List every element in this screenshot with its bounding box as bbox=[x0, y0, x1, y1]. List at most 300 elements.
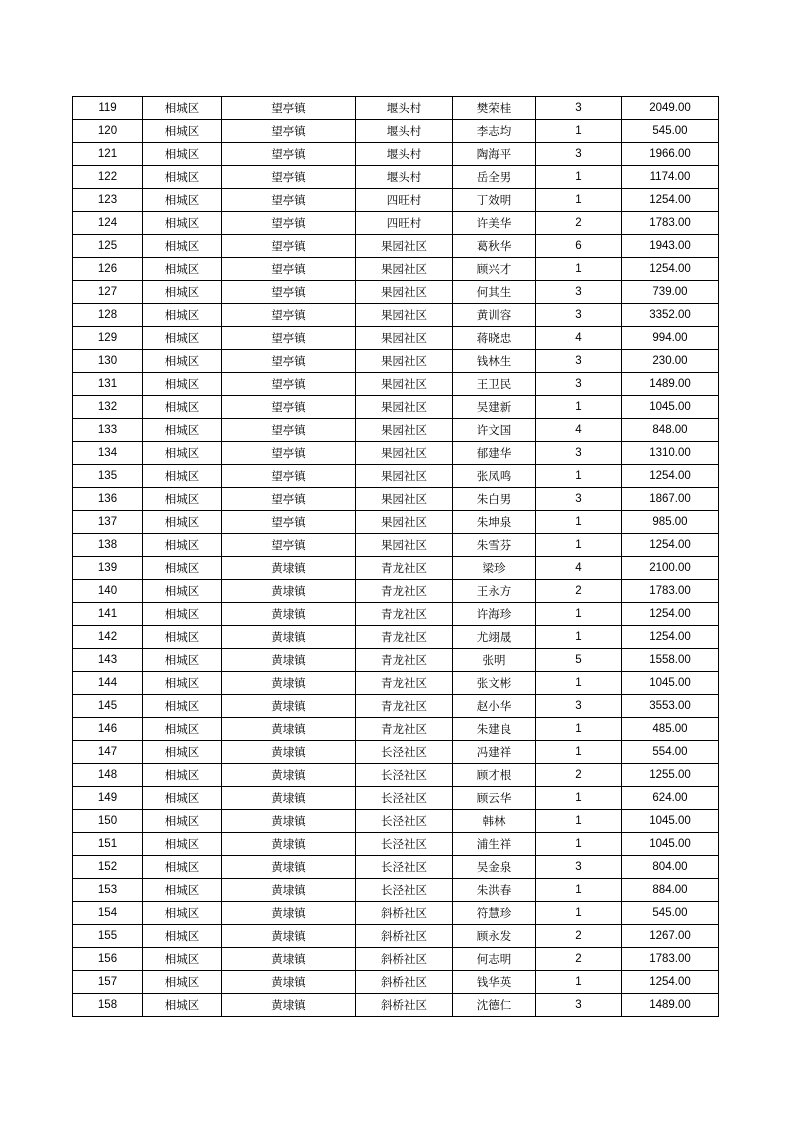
name-cell: 顾才根 bbox=[453, 764, 536, 787]
town-cell: 黄埭镇 bbox=[222, 948, 356, 971]
row-number-cell: 133 bbox=[73, 419, 143, 442]
town-cell: 黄埭镇 bbox=[222, 764, 356, 787]
town-cell: 望亭镇 bbox=[222, 350, 356, 373]
town-cell: 望亭镇 bbox=[222, 396, 356, 419]
household-size-cell: 5 bbox=[536, 649, 622, 672]
household-size-cell: 1 bbox=[536, 787, 622, 810]
table-row bbox=[73, 143, 719, 166]
district-cell: 相城区 bbox=[143, 212, 222, 235]
town-cell: 望亭镇 bbox=[222, 304, 356, 327]
row-number-cell: 128 bbox=[73, 304, 143, 327]
amount-cell: 1045.00 bbox=[622, 810, 719, 833]
community-cell: 果园社区 bbox=[356, 465, 453, 488]
household-size-cell: 2 bbox=[536, 948, 622, 971]
district-cell: 相城区 bbox=[143, 994, 222, 1017]
community-cell: 长泾社区 bbox=[356, 764, 453, 787]
row-number-cell: 137 bbox=[73, 511, 143, 534]
row-number-cell: 127 bbox=[73, 281, 143, 304]
amount-cell: 739.00 bbox=[622, 281, 719, 304]
amount-cell: 1254.00 bbox=[622, 534, 719, 557]
name-cell: 浦生祥 bbox=[453, 833, 536, 856]
name-cell: 许海珍 bbox=[453, 603, 536, 626]
town-cell: 望亭镇 bbox=[222, 258, 356, 281]
community-cell: 长泾社区 bbox=[356, 787, 453, 810]
row-number-cell: 151 bbox=[73, 833, 143, 856]
community-cell: 果园社区 bbox=[356, 442, 453, 465]
name-cell: 朱雪芬 bbox=[453, 534, 536, 557]
row-number-cell: 123 bbox=[73, 189, 143, 212]
amount-cell: 985.00 bbox=[622, 511, 719, 534]
district-cell: 相城区 bbox=[143, 304, 222, 327]
district-cell: 相城区 bbox=[143, 879, 222, 902]
name-cell: 岳全男 bbox=[453, 166, 536, 189]
amount-cell: 1783.00 bbox=[622, 948, 719, 971]
name-cell: 符慧珍 bbox=[453, 902, 536, 925]
household-size-cell: 1 bbox=[536, 396, 622, 419]
district-cell: 相城区 bbox=[143, 580, 222, 603]
amount-cell: 3553.00 bbox=[622, 695, 719, 718]
town-cell: 望亭镇 bbox=[222, 143, 356, 166]
household-size-cell: 3 bbox=[536, 281, 622, 304]
community-cell: 堰头村 bbox=[356, 143, 453, 166]
community-cell: 斜桥社区 bbox=[356, 925, 453, 948]
amount-cell: 545.00 bbox=[622, 902, 719, 925]
name-cell: 丁效明 bbox=[453, 189, 536, 212]
amount-cell: 1254.00 bbox=[622, 971, 719, 994]
town-cell: 望亭镇 bbox=[222, 235, 356, 258]
community-cell: 堰头村 bbox=[356, 120, 453, 143]
household-size-cell: 1 bbox=[536, 258, 622, 281]
name-cell: 黄训容 bbox=[453, 304, 536, 327]
table-row bbox=[73, 764, 719, 787]
table-row bbox=[73, 856, 719, 879]
table-row bbox=[73, 695, 719, 718]
community-cell: 斜桥社区 bbox=[356, 994, 453, 1017]
community-cell: 长泾社区 bbox=[356, 741, 453, 764]
table-row bbox=[73, 258, 719, 281]
town-cell: 黄埭镇 bbox=[222, 879, 356, 902]
district-cell: 相城区 bbox=[143, 97, 222, 120]
table-row bbox=[73, 741, 719, 764]
household-size-cell: 1 bbox=[536, 511, 622, 534]
name-cell: 钱林生 bbox=[453, 350, 536, 373]
community-cell: 四旺村 bbox=[356, 212, 453, 235]
community-cell: 果园社区 bbox=[356, 419, 453, 442]
row-number-cell: 144 bbox=[73, 672, 143, 695]
community-cell: 果园社区 bbox=[356, 327, 453, 350]
table-row bbox=[73, 304, 719, 327]
town-cell: 望亭镇 bbox=[222, 166, 356, 189]
row-number-cell: 140 bbox=[73, 580, 143, 603]
district-cell: 相城区 bbox=[143, 833, 222, 856]
household-size-cell: 6 bbox=[536, 235, 622, 258]
table-row bbox=[73, 626, 719, 649]
amount-cell: 1045.00 bbox=[622, 396, 719, 419]
name-cell: 郁建华 bbox=[453, 442, 536, 465]
district-cell: 相城区 bbox=[143, 902, 222, 925]
household-size-cell: 4 bbox=[536, 557, 622, 580]
name-cell: 朱坤泉 bbox=[453, 511, 536, 534]
household-size-cell: 3 bbox=[536, 304, 622, 327]
row-number-cell: 156 bbox=[73, 948, 143, 971]
household-size-cell: 1 bbox=[536, 626, 622, 649]
table-row bbox=[73, 580, 719, 603]
table-row bbox=[73, 465, 719, 488]
community-cell: 果园社区 bbox=[356, 350, 453, 373]
row-number-cell: 124 bbox=[73, 212, 143, 235]
table-row bbox=[73, 557, 719, 580]
district-cell: 相城区 bbox=[143, 971, 222, 994]
name-cell: 张凤鸣 bbox=[453, 465, 536, 488]
row-number-cell: 147 bbox=[73, 741, 143, 764]
household-size-cell: 4 bbox=[536, 419, 622, 442]
row-number-cell: 146 bbox=[73, 718, 143, 741]
community-cell: 果园社区 bbox=[356, 511, 453, 534]
row-number-cell: 132 bbox=[73, 396, 143, 419]
town-cell: 黄埭镇 bbox=[222, 925, 356, 948]
town-cell: 望亭镇 bbox=[222, 488, 356, 511]
community-cell: 果园社区 bbox=[356, 396, 453, 419]
table-row bbox=[73, 189, 719, 212]
community-cell: 堰头村 bbox=[356, 166, 453, 189]
town-cell: 望亭镇 bbox=[222, 212, 356, 235]
community-cell: 青龙社区 bbox=[356, 672, 453, 695]
row-number-cell: 150 bbox=[73, 810, 143, 833]
household-size-cell: 1 bbox=[536, 534, 622, 557]
amount-cell: 1558.00 bbox=[622, 649, 719, 672]
household-size-cell: 1 bbox=[536, 971, 622, 994]
name-cell: 樊荣桂 bbox=[453, 97, 536, 120]
table-row bbox=[73, 488, 719, 511]
row-number-cell: 158 bbox=[73, 994, 143, 1017]
amount-cell: 624.00 bbox=[622, 787, 719, 810]
name-cell: 王永方 bbox=[453, 580, 536, 603]
name-cell: 许文国 bbox=[453, 419, 536, 442]
household-size-cell: 1 bbox=[536, 741, 622, 764]
town-cell: 黄埭镇 bbox=[222, 626, 356, 649]
community-cell: 果园社区 bbox=[356, 304, 453, 327]
district-cell: 相城区 bbox=[143, 511, 222, 534]
row-number-cell: 154 bbox=[73, 902, 143, 925]
row-number-cell: 149 bbox=[73, 787, 143, 810]
town-cell: 黄埭镇 bbox=[222, 557, 356, 580]
table-row bbox=[73, 672, 719, 695]
district-cell: 相城区 bbox=[143, 281, 222, 304]
amount-cell: 1310.00 bbox=[622, 442, 719, 465]
table-row bbox=[73, 534, 719, 557]
table-row bbox=[73, 396, 719, 419]
table-row bbox=[73, 212, 719, 235]
name-cell: 王卫民 bbox=[453, 373, 536, 396]
row-number-cell: 155 bbox=[73, 925, 143, 948]
town-cell: 望亭镇 bbox=[222, 465, 356, 488]
community-cell: 青龙社区 bbox=[356, 626, 453, 649]
community-cell: 长泾社区 bbox=[356, 810, 453, 833]
name-cell: 顾永发 bbox=[453, 925, 536, 948]
household-size-cell: 3 bbox=[536, 350, 622, 373]
town-cell: 望亭镇 bbox=[222, 327, 356, 350]
name-cell: 蒋晓忠 bbox=[453, 327, 536, 350]
household-size-cell: 1 bbox=[536, 603, 622, 626]
row-number-cell: 126 bbox=[73, 258, 143, 281]
community-cell: 青龙社区 bbox=[356, 695, 453, 718]
table-row bbox=[73, 373, 719, 396]
district-cell: 相城区 bbox=[143, 718, 222, 741]
town-cell: 望亭镇 bbox=[222, 373, 356, 396]
community-cell: 青龙社区 bbox=[356, 649, 453, 672]
community-cell: 果园社区 bbox=[356, 373, 453, 396]
table-row bbox=[73, 235, 719, 258]
town-cell: 望亭镇 bbox=[222, 97, 356, 120]
community-cell: 果园社区 bbox=[356, 258, 453, 281]
table-row bbox=[73, 948, 719, 971]
table-row bbox=[73, 994, 719, 1017]
household-size-cell: 1 bbox=[536, 672, 622, 695]
name-cell: 何其生 bbox=[453, 281, 536, 304]
district-cell: 相城区 bbox=[143, 465, 222, 488]
district-cell: 相城区 bbox=[143, 373, 222, 396]
amount-cell: 1867.00 bbox=[622, 488, 719, 511]
table-row bbox=[73, 350, 719, 373]
row-number-cell: 130 bbox=[73, 350, 143, 373]
table-row bbox=[73, 971, 719, 994]
household-size-cell: 2 bbox=[536, 580, 622, 603]
town-cell: 黄埭镇 bbox=[222, 718, 356, 741]
household-size-cell: 3 bbox=[536, 994, 622, 1017]
household-size-cell: 2 bbox=[536, 764, 622, 787]
row-number-cell: 141 bbox=[73, 603, 143, 626]
town-cell: 黄埭镇 bbox=[222, 856, 356, 879]
table-row bbox=[73, 97, 719, 120]
district-cell: 相城区 bbox=[143, 235, 222, 258]
table-row bbox=[73, 281, 719, 304]
row-number-cell: 153 bbox=[73, 879, 143, 902]
table-row bbox=[73, 833, 719, 856]
row-number-cell: 152 bbox=[73, 856, 143, 879]
name-cell: 何志明 bbox=[453, 948, 536, 971]
household-size-cell: 1 bbox=[536, 465, 622, 488]
name-cell: 钱华英 bbox=[453, 971, 536, 994]
row-number-cell: 136 bbox=[73, 488, 143, 511]
amount-cell: 1943.00 bbox=[622, 235, 719, 258]
amount-cell: 1255.00 bbox=[622, 764, 719, 787]
amount-cell: 1489.00 bbox=[622, 373, 719, 396]
table-body bbox=[73, 97, 719, 1017]
community-cell: 果园社区 bbox=[356, 235, 453, 258]
name-cell: 朱洪春 bbox=[453, 879, 536, 902]
amount-cell: 1254.00 bbox=[622, 465, 719, 488]
amount-cell: 1045.00 bbox=[622, 672, 719, 695]
row-number-cell: 121 bbox=[73, 143, 143, 166]
amount-cell: 1267.00 bbox=[622, 925, 719, 948]
amount-cell: 554.00 bbox=[622, 741, 719, 764]
district-cell: 相城区 bbox=[143, 695, 222, 718]
row-number-cell: 122 bbox=[73, 166, 143, 189]
table-row bbox=[73, 925, 719, 948]
table-row bbox=[73, 442, 719, 465]
amount-cell: 884.00 bbox=[622, 879, 719, 902]
name-cell: 尤翊晟 bbox=[453, 626, 536, 649]
town-cell: 黄埭镇 bbox=[222, 810, 356, 833]
community-cell: 斜桥社区 bbox=[356, 902, 453, 925]
district-cell: 相城区 bbox=[143, 350, 222, 373]
household-size-cell: 1 bbox=[536, 902, 622, 925]
district-cell: 相城区 bbox=[143, 396, 222, 419]
community-cell: 果园社区 bbox=[356, 534, 453, 557]
row-number-cell: 142 bbox=[73, 626, 143, 649]
name-cell: 沈德仁 bbox=[453, 994, 536, 1017]
row-number-cell: 157 bbox=[73, 971, 143, 994]
district-cell: 相城区 bbox=[143, 120, 222, 143]
amount-cell: 2049.00 bbox=[622, 97, 719, 120]
row-number-cell: 138 bbox=[73, 534, 143, 557]
district-cell: 相城区 bbox=[143, 488, 222, 511]
district-cell: 相城区 bbox=[143, 166, 222, 189]
town-cell: 黄埭镇 bbox=[222, 994, 356, 1017]
name-cell: 朱白男 bbox=[453, 488, 536, 511]
name-cell: 张明 bbox=[453, 649, 536, 672]
row-number-cell: 143 bbox=[73, 649, 143, 672]
household-size-cell: 3 bbox=[536, 143, 622, 166]
name-cell: 葛秋华 bbox=[453, 235, 536, 258]
name-cell: 赵小华 bbox=[453, 695, 536, 718]
household-size-cell: 1 bbox=[536, 810, 622, 833]
row-number-cell: 135 bbox=[73, 465, 143, 488]
table-row bbox=[73, 718, 719, 741]
name-cell: 顾兴才 bbox=[453, 258, 536, 281]
table-row bbox=[73, 902, 719, 925]
town-cell: 望亭镇 bbox=[222, 189, 356, 212]
district-cell: 相城区 bbox=[143, 258, 222, 281]
town-cell: 黄埭镇 bbox=[222, 580, 356, 603]
district-cell: 相城区 bbox=[143, 925, 222, 948]
household-size-cell: 3 bbox=[536, 488, 622, 511]
table-row bbox=[73, 166, 719, 189]
row-number-cell: 119 bbox=[73, 97, 143, 120]
district-cell: 相城区 bbox=[143, 787, 222, 810]
name-cell: 李志均 bbox=[453, 120, 536, 143]
community-cell: 长泾社区 bbox=[356, 879, 453, 902]
amount-cell: 994.00 bbox=[622, 327, 719, 350]
row-number-cell: 134 bbox=[73, 442, 143, 465]
district-cell: 相城区 bbox=[143, 143, 222, 166]
community-cell: 四旺村 bbox=[356, 189, 453, 212]
name-cell: 冯建祥 bbox=[453, 741, 536, 764]
name-cell: 陶海平 bbox=[453, 143, 536, 166]
town-cell: 望亭镇 bbox=[222, 419, 356, 442]
district-cell: 相城区 bbox=[143, 741, 222, 764]
community-cell: 青龙社区 bbox=[356, 557, 453, 580]
row-number-cell: 129 bbox=[73, 327, 143, 350]
household-size-cell: 1 bbox=[536, 879, 622, 902]
town-cell: 望亭镇 bbox=[222, 442, 356, 465]
district-cell: 相城区 bbox=[143, 442, 222, 465]
household-size-cell: 1 bbox=[536, 718, 622, 741]
town-cell: 望亭镇 bbox=[222, 534, 356, 557]
amount-cell: 1254.00 bbox=[622, 258, 719, 281]
household-size-cell: 1 bbox=[536, 120, 622, 143]
household-size-cell: 2 bbox=[536, 212, 622, 235]
table-row bbox=[73, 810, 719, 833]
amount-cell: 3352.00 bbox=[622, 304, 719, 327]
name-cell: 吴建新 bbox=[453, 396, 536, 419]
table-row bbox=[73, 327, 719, 350]
name-cell: 韩林 bbox=[453, 810, 536, 833]
amount-cell: 848.00 bbox=[622, 419, 719, 442]
name-cell: 顾云华 bbox=[453, 787, 536, 810]
community-cell: 青龙社区 bbox=[356, 603, 453, 626]
row-number-cell: 148 bbox=[73, 764, 143, 787]
district-cell: 相城区 bbox=[143, 649, 222, 672]
town-cell: 黄埭镇 bbox=[222, 741, 356, 764]
town-cell: 望亭镇 bbox=[222, 511, 356, 534]
town-cell: 黄埭镇 bbox=[222, 672, 356, 695]
amount-cell: 1966.00 bbox=[622, 143, 719, 166]
community-cell: 青龙社区 bbox=[356, 718, 453, 741]
district-cell: 相城区 bbox=[143, 327, 222, 350]
household-size-cell: 4 bbox=[536, 327, 622, 350]
name-cell: 许美华 bbox=[453, 212, 536, 235]
district-cell: 相城区 bbox=[143, 672, 222, 695]
town-cell: 望亭镇 bbox=[222, 120, 356, 143]
town-cell: 黄埭镇 bbox=[222, 695, 356, 718]
district-cell: 相城区 bbox=[143, 626, 222, 649]
row-number-cell: 131 bbox=[73, 373, 143, 396]
district-cell: 相城区 bbox=[143, 856, 222, 879]
community-cell: 斜桥社区 bbox=[356, 971, 453, 994]
amount-cell: 1254.00 bbox=[622, 626, 719, 649]
town-cell: 望亭镇 bbox=[222, 281, 356, 304]
community-cell: 长泾社区 bbox=[356, 833, 453, 856]
name-cell: 张文彬 bbox=[453, 672, 536, 695]
district-cell: 相城区 bbox=[143, 189, 222, 212]
district-cell: 相城区 bbox=[143, 419, 222, 442]
amount-cell: 2100.00 bbox=[622, 557, 719, 580]
row-number-cell: 145 bbox=[73, 695, 143, 718]
household-size-cell: 3 bbox=[536, 695, 622, 718]
table-row bbox=[73, 419, 719, 442]
community-cell: 果园社区 bbox=[356, 488, 453, 511]
household-size-cell: 1 bbox=[536, 166, 622, 189]
table-row bbox=[73, 787, 719, 810]
community-cell: 斜桥社区 bbox=[356, 948, 453, 971]
amount-cell: 1045.00 bbox=[622, 833, 719, 856]
household-size-cell: 2 bbox=[536, 925, 622, 948]
household-roster-table bbox=[72, 96, 719, 1017]
household-size-cell: 1 bbox=[536, 833, 622, 856]
amount-cell: 230.00 bbox=[622, 350, 719, 373]
district-cell: 相城区 bbox=[143, 534, 222, 557]
town-cell: 黄埭镇 bbox=[222, 902, 356, 925]
row-number-cell: 125 bbox=[73, 235, 143, 258]
table-row bbox=[73, 649, 719, 672]
table-row bbox=[73, 603, 719, 626]
town-cell: 黄埭镇 bbox=[222, 787, 356, 810]
household-size-cell: 3 bbox=[536, 373, 622, 396]
town-cell: 黄埭镇 bbox=[222, 603, 356, 626]
community-cell: 长泾社区 bbox=[356, 856, 453, 879]
household-size-cell: 3 bbox=[536, 442, 622, 465]
name-cell: 朱建良 bbox=[453, 718, 536, 741]
amount-cell: 545.00 bbox=[622, 120, 719, 143]
household-size-cell: 3 bbox=[536, 97, 622, 120]
community-cell: 青龙社区 bbox=[356, 580, 453, 603]
amount-cell: 1489.00 bbox=[622, 994, 719, 1017]
row-number-cell: 120 bbox=[73, 120, 143, 143]
table-row bbox=[73, 120, 719, 143]
community-cell: 堰头村 bbox=[356, 97, 453, 120]
amount-cell: 1254.00 bbox=[622, 603, 719, 626]
